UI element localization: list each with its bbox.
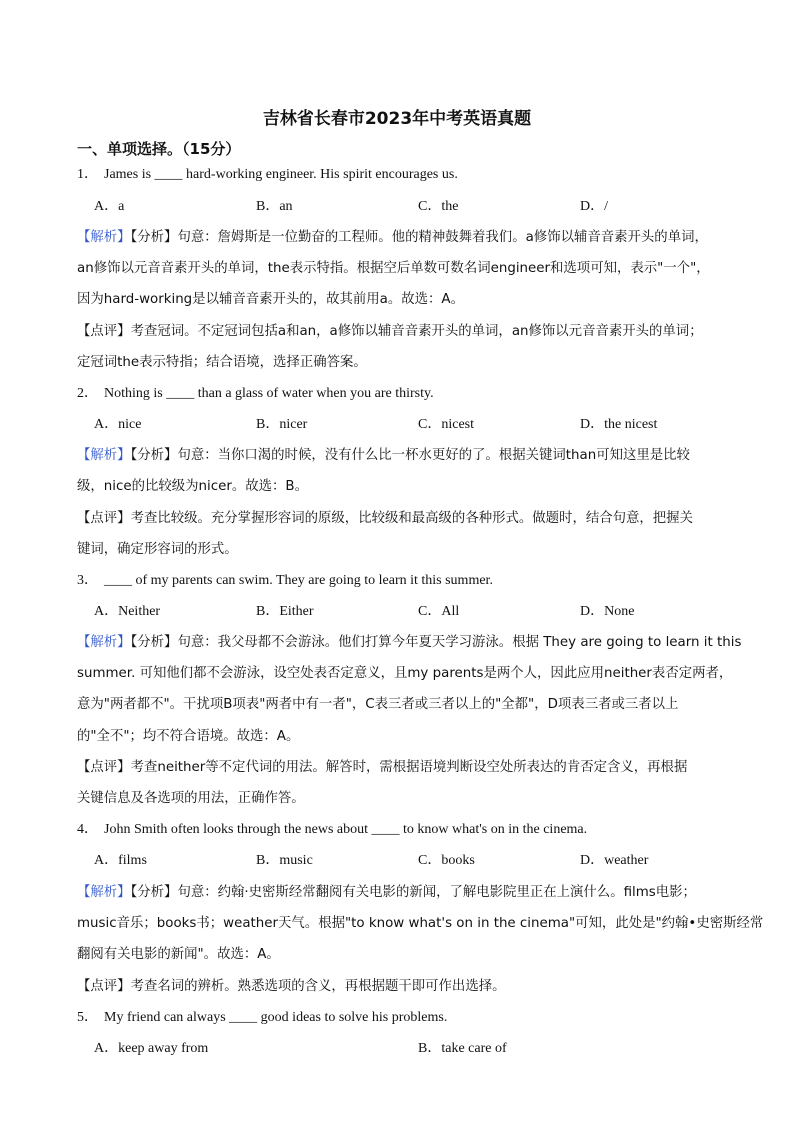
document-title: 吉林省长春市2023年中考英语真题: [262, 109, 532, 129]
q4-analysis-line-2: music音乐；books书；weather天气。根据"to know what's on in the cinema"可知，此处是"约翰•史密斯经常: [77, 916, 764, 931]
q2-option-b: B．nicer: [256, 417, 308, 432]
q5-option-b: B．take care of: [418, 1041, 507, 1056]
q3-analysis-line-3: 意为"两者都不"。干扰项B项表"两者中有一者"，C表三者或三者以上的"全都"，D项表三者或三者以上: [77, 697, 679, 712]
q3-option-b: B．Either: [256, 604, 314, 619]
section-heading: 一、单项选择。（15分）: [77, 140, 241, 158]
question-text: My friend can always ____ good ideas to solve his problems.: [104, 1010, 448, 1025]
question-number: 4．: [77, 822, 98, 837]
fenxi-tag: 【分析】: [130, 448, 178, 463]
jiexi-tag: 【解析】: [77, 230, 131, 245]
q4-option-b: B．music: [256, 853, 313, 868]
question-1-stem: [77, 165, 753, 185]
analysis-text: 句意：约翰·史密斯经常翻阅有关电影的新闻，了解电影院里正在上演什么。films电影；: [177, 885, 696, 900]
q2-option-c: C．nicest: [418, 417, 474, 432]
comment-tag: 【点评】: [77, 760, 131, 775]
fenxi-tag: 【分析】: [130, 635, 178, 650]
q1-option-d: D．/: [580, 199, 608, 214]
question-number: 3．: [77, 573, 98, 588]
comment-tag: 【点评】: [77, 979, 131, 994]
q1-analysis-line-2: an修饰以元音音素开头的单词，the表示特指。根据空后单数可数名词engineer和选项可知，表示"一个"，: [77, 261, 710, 276]
q3-analysis-line-4: 的"全不"；均不符合语境。故选：A。: [77, 729, 300, 744]
question-5-stem: [77, 1008, 753, 1028]
comment-tag: 【点评】: [77, 511, 131, 526]
jiexi-tag: 【解析】: [77, 635, 131, 650]
q2-analysis-line-1: [77, 446, 753, 466]
question-text: ____ of my parents can swim. They are going to learn it this summer.: [104, 573, 493, 588]
q1-comment-line-2: 定冠词the表示特指；结合语境，选择正确答案。: [77, 355, 367, 370]
question-text: Nothing is ____ than a glass of water when you are thirsty.: [104, 386, 434, 401]
q3-comment-line-2: 关键信息及各选项的用法，正确作答。: [77, 791, 305, 806]
fenxi-tag: 【分析】: [130, 885, 178, 900]
question-number: 1．: [77, 167, 98, 182]
q4-option-d: D．weather: [580, 853, 649, 868]
question-4-stem: [77, 820, 753, 840]
comment-text: 考查名词的辨析。熟悉选项的含义，再根据题干即可作出选择。: [130, 979, 506, 994]
q3-analysis-line-1: [77, 633, 753, 653]
q4-option-c: C．books: [418, 853, 475, 868]
question-3-stem: [77, 571, 753, 591]
q3-comment-line-1: [77, 758, 753, 778]
q4-analysis-line-3: 翻阅有关电影的新闻"。故选：A。: [77, 947, 280, 962]
comment-text: 考查比较级。充分掌握形容词的原级，比较级和最高级的各种形式。做题时，结合句意，把握关: [130, 511, 693, 526]
q3-analysis-line-2: summer. 可知他们都不会游泳，设空处表否定意义，且my parents是两个人，因此应用neither表否定两者，: [77, 666, 733, 681]
comment-tag: 【点评】: [77, 324, 131, 339]
q4-analysis-line-1: [77, 883, 753, 903]
q2-option-a: A．nice: [94, 417, 142, 432]
q3-option-d: D．None: [580, 604, 635, 619]
question-2-stem: [77, 384, 753, 404]
q1-option-a: A．a: [94, 199, 125, 214]
analysis-text: 句意：当你口渴的时候，没有什么比一杯水更好的了。根据关键词than可知这里是比较: [177, 448, 690, 463]
question-text: John Smith often looks through the news about ____ to know what's on in the cinema.: [104, 822, 588, 837]
q2-option-d: D．the nicest: [580, 417, 658, 432]
q3-option-a: A．Neither: [94, 604, 161, 619]
analysis-text: 句意：詹姆斯是一位勤奋的工程师。他的精神鼓舞着我们。a修饰以辅音音素开头的单词，: [177, 230, 708, 245]
comment-text: 考查冠词。不定冠词包括a和an，a修饰以辅音音素开头的单词，an修饰以元音音素开头的单词；: [130, 324, 703, 339]
q2-comment-line-2: 键词，确定形容词的形式。: [77, 542, 238, 557]
q4-comment-line-1: [77, 977, 753, 997]
q2-comment-line-1: [77, 509, 753, 529]
q1-analysis-line-3: 因为hard-working是以辅音音素开头的，故其前用a。故选：A。: [77, 292, 464, 307]
q1-comment-line-1: [77, 322, 753, 342]
analysis-text: 句意：我父母都不会游泳。他们打算今年夏天学习游泳。根据 They are going to learn it this: [177, 635, 742, 650]
jiexi-tag: 【解析】: [77, 885, 131, 900]
question-number: 2．: [77, 386, 98, 401]
q1-option-b: B．an: [256, 199, 293, 214]
q1-option-c: C．the: [418, 199, 459, 214]
fenxi-tag: 【分析】: [130, 230, 178, 245]
q4-option-a: A．films: [94, 853, 147, 868]
q5-option-a: A．keep away from: [94, 1041, 209, 1056]
jiexi-tag: 【解析】: [77, 448, 131, 463]
q3-option-c: C．All: [418, 604, 460, 619]
question-number: 5．: [77, 1010, 98, 1025]
q2-analysis-line-2: 级，nice的比较级为nicer。故选：B。: [77, 479, 308, 494]
q1-analysis-line-1: [77, 228, 753, 248]
question-text: James is ____ hard-working engineer. His spirit encourages us.: [104, 167, 458, 182]
comment-text: 考查neither等不定代词的用法。解答时，需根据语境判断设空处所表达的肯否定含义，再根据: [130, 760, 688, 775]
